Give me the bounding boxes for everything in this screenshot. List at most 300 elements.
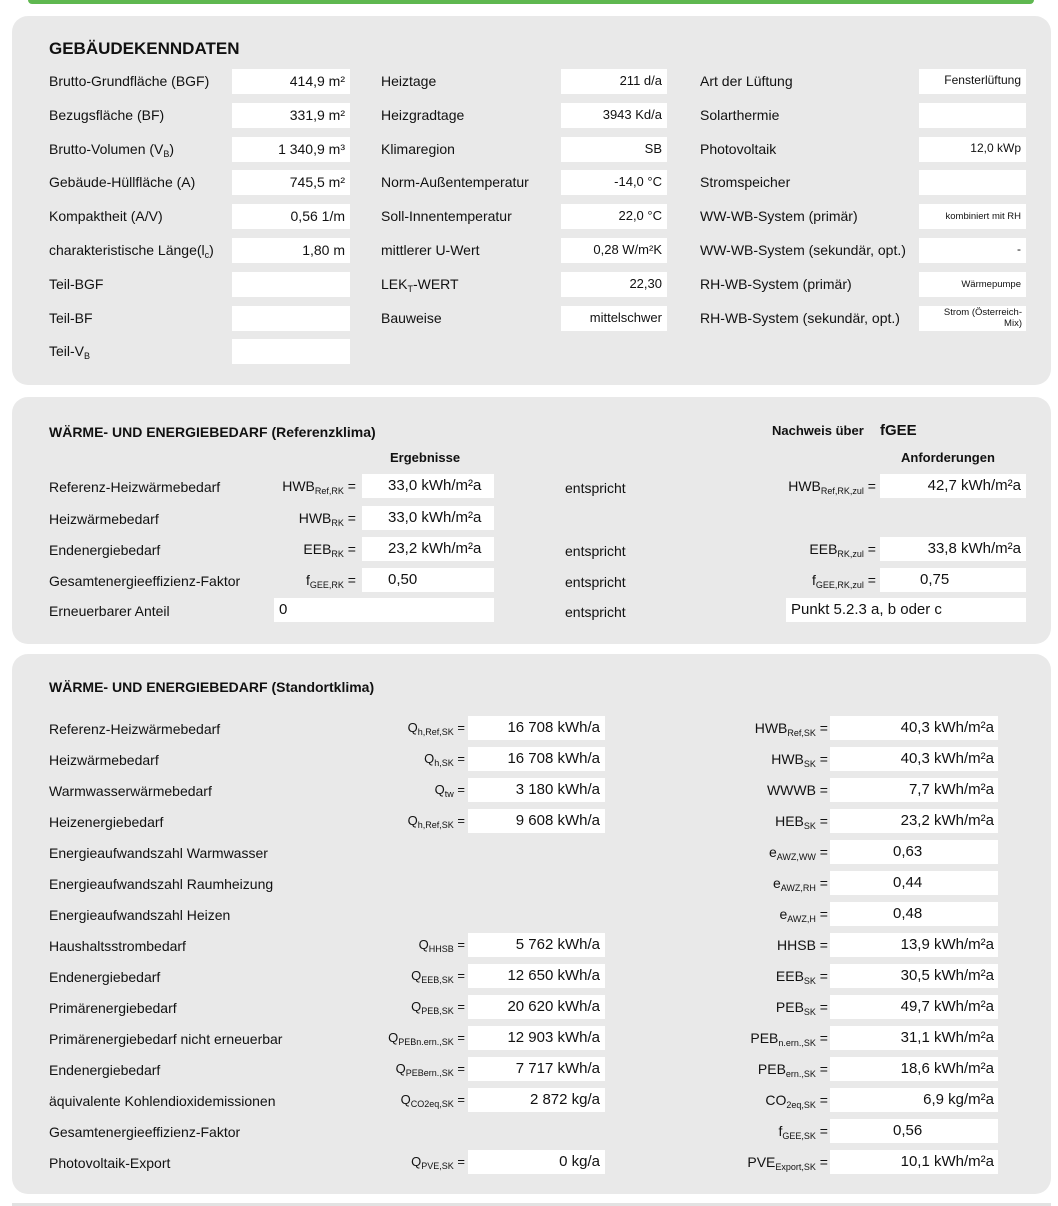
symbol-equals: = (453, 782, 465, 797)
label-text: Klimaregion (381, 140, 455, 157)
ref-result-box (362, 537, 494, 561)
std-value-text: 0 kg/a (559, 1153, 600, 1170)
section-title-referenzklima: WÄRME- UND ENERGIEBEDARF (Referenzklima) (49, 424, 376, 440)
section-title-standortklima: WÄRME- UND ENERGIEBEDARF (Standortklima) (49, 679, 375, 695)
std-value-text: 16 708 kWh/a (507, 750, 600, 767)
symbol-equals: = (815, 1092, 828, 1108)
symbol-text: f (306, 572, 310, 588)
symbol-equals: = (815, 720, 828, 736)
std-spec-symbol (776, 999, 828, 1017)
geb-value-text: 22,30 (629, 275, 662, 291)
geb-value-text: - (1017, 242, 1021, 256)
std-value (516, 1060, 600, 1077)
entspricht-text: entspricht (565, 480, 626, 496)
ref-entspricht (565, 604, 626, 620)
std-value-box (468, 1057, 605, 1081)
geb-col2-value-box (561, 272, 667, 297)
symbol-equals: = (815, 999, 828, 1015)
std-spec-text: 40,3 kWh/m²a (900, 719, 994, 736)
label-text: Stromspeicher (700, 174, 791, 191)
geb-value-text: 22,0 °C (618, 208, 662, 224)
geb-col2-value-box (561, 238, 667, 263)
geb-col2-label (381, 208, 512, 224)
symbol-subscript: RK (331, 549, 344, 559)
std-spec-text: 0,56 (893, 1122, 923, 1139)
symbol-text: PEB (757, 1061, 786, 1077)
ref-row-label (49, 573, 240, 589)
std-row-symbol (419, 937, 465, 954)
std-spec-box (830, 778, 998, 802)
symbol-text: Q (395, 1061, 406, 1076)
geb-value-text: 331,9 m² (289, 106, 345, 123)
symbol-equals: = (815, 937, 828, 953)
std-spec-symbol (747, 1154, 828, 1172)
geb-col1-value-box (232, 272, 350, 297)
std-value-box (468, 964, 605, 988)
ref-label-text: Gesamtenergieeffizienz-Faktor (49, 573, 241, 589)
ref-requirement-value (920, 571, 949, 588)
std-label-text: Haushaltsstrombedarf (49, 938, 186, 954)
std-spec-text: 6,9 kg/m²a (923, 1091, 994, 1108)
std-spec-box (830, 809, 998, 833)
label-text: Brutto-Volumen (V (49, 140, 164, 157)
geb-col1-label (49, 73, 209, 89)
symbol-subscript: 2eq,SK (786, 1100, 816, 1110)
symbol-subscript: SK (803, 1007, 816, 1017)
geb-value (590, 310, 662, 325)
std-row-label (49, 1062, 160, 1078)
symbol-text: HWB (788, 478, 821, 494)
geb-col1-label (49, 174, 195, 190)
std-label-text: Heizwärmebedarf (49, 752, 159, 768)
panel-gebaeudekenndaten (12, 16, 1051, 385)
std-value (507, 998, 600, 1015)
symbol-text: Q (388, 1030, 399, 1045)
ref-row-label (49, 542, 160, 558)
symbol-text: PEB (750, 1030, 779, 1046)
label-text-suffix: -WERT (412, 275, 459, 292)
geb-value (944, 73, 1021, 87)
std-spec-value (901, 1153, 994, 1170)
ref-row-symbol (303, 541, 356, 559)
symbol-subscript: PEB,SK (421, 1006, 454, 1016)
std-row-label (49, 1155, 170, 1171)
symbol-text: Q (411, 999, 422, 1014)
symbol-subscript: h,Ref,SK (417, 727, 454, 737)
std-spec-box (830, 871, 998, 895)
geb-col3-label (700, 174, 790, 190)
ref-result-value (388, 540, 481, 557)
geb-value-text: -14,0 °C (614, 174, 662, 190)
geb-value-line2: Mix) (1004, 317, 1022, 329)
ref-requirement-box (880, 537, 1026, 561)
ref-requirement-value (791, 601, 942, 618)
std-spec-text: 7,7 kWh/m²a (908, 781, 994, 798)
std-label-text: Energieaufwandszahl Raumheizung (49, 876, 274, 892)
ref-req-symbol (812, 572, 876, 590)
geb-col2-label (381, 107, 464, 123)
geb-value-text: 414,9 m² (289, 73, 345, 89)
std-spec-box (830, 1150, 998, 1174)
label-text: Brutto-Grundfläche (BGF) (49, 73, 210, 89)
symbol-text: HEB (775, 813, 804, 829)
std-label-text: Photovoltaik-Export (49, 1155, 171, 1171)
symbol-equals: = (815, 1030, 828, 1046)
label-subscript: B (163, 148, 170, 159)
nachweis-label: Nachweis über (772, 423, 864, 438)
geb-col1-value-box (232, 103, 350, 128)
symbol-text: CO (765, 1092, 787, 1108)
symbol-text: Q (407, 720, 418, 735)
std-value-text: 20 620 kWh/a (507, 998, 600, 1015)
std-label-text: Primärenergiebedarf nicht erneuerbar (49, 1031, 283, 1047)
ref-requirement-box (786, 598, 1026, 622)
ref-entspricht (565, 574, 626, 590)
std-value-box (468, 778, 605, 802)
ref-result-value (388, 477, 481, 494)
std-row-label (49, 845, 268, 861)
symbol-text: Q (407, 813, 418, 828)
symbol-subscript: h,SK (434, 758, 454, 768)
std-value-text: 5 762 kWh/a (515, 936, 600, 953)
geb-col1-value-box (232, 204, 350, 229)
requirement-text: 33,8 kWh/m²a (927, 540, 1021, 557)
label-subscript: T (407, 283, 413, 294)
std-spec-value (893, 905, 922, 922)
label-text: Soll-Innentemperatur (381, 208, 512, 225)
geb-value (946, 211, 1022, 222)
std-spec-box (830, 1119, 998, 1143)
symbol-subscript: AWZ,WW (776, 852, 816, 862)
ref-row-label (49, 479, 220, 495)
symbol-subscript: AWZ,H (787, 914, 816, 924)
geb-col1-label (49, 107, 164, 123)
label-text: WW-WB-System (primär) (700, 208, 858, 225)
geb-col2-value-box (561, 204, 667, 229)
label-text: Art der Lüftung (700, 73, 793, 89)
geb-col1-label (49, 343, 90, 361)
symbol-equals: = (815, 1154, 828, 1170)
std-spec-value (923, 1091, 994, 1108)
symbol-subscript: Ref,SK (787, 728, 816, 738)
geb-value (278, 141, 345, 157)
std-spec-box (830, 716, 998, 740)
geb-value (970, 141, 1021, 155)
anforderungen-header: Anforderungen (901, 450, 995, 465)
ref-result-value (388, 509, 481, 526)
geb-value (618, 208, 662, 223)
ref-label-text: Endenergiebedarf (49, 542, 161, 558)
std-spec-symbol (767, 782, 828, 798)
symbol-subscript: PEBern.,SK (405, 1068, 454, 1078)
ref-label-text: Erneuerbarer Anteil (49, 603, 170, 619)
std-label-text: Primärenergiebedarf (49, 1000, 177, 1016)
symbol-subscript: SK (803, 759, 816, 769)
std-spec-box (830, 747, 998, 771)
label-text: Teil-BGF (49, 275, 104, 292)
std-value-box (468, 1150, 605, 1174)
geb-col3-label (700, 107, 779, 123)
symbol-text: PEB (775, 999, 804, 1015)
geb-col1-value-box (232, 137, 350, 162)
symbol-text: Q (411, 968, 422, 983)
std-value-text: 12 903 kWh/a (507, 1029, 600, 1046)
result-text: 33,0 kWh/m²a (388, 509, 482, 526)
symbol-text: Q (424, 751, 435, 766)
symbol-subscript: GEE,RK,zul (815, 580, 864, 590)
geb-col1-label (49, 310, 93, 326)
std-value (507, 719, 600, 736)
geb-value-text: mittelschwer (589, 309, 662, 325)
symbol-equals: = (453, 968, 465, 983)
symbol-equals: = (343, 510, 356, 526)
label-text: RH-WB-System (sekundär, opt.) (700, 309, 900, 326)
symbol-subscript: Ref,RK (314, 486, 344, 496)
std-value (516, 781, 600, 798)
ref-result-box (362, 568, 494, 592)
geb-col3-label (700, 310, 900, 326)
std-label-text: Gesamtenergieeffizienz-Faktor (49, 1124, 241, 1140)
std-value-box (468, 933, 605, 957)
geb-col2-label (381, 174, 529, 190)
std-row-symbol (411, 968, 465, 985)
geb-value-text: 1 340,9 m³ (278, 140, 345, 157)
label-text: RH-WB-System (primär) (700, 275, 852, 292)
std-spec-value (901, 998, 994, 1015)
std-row-label (49, 752, 159, 768)
std-row-label (49, 814, 163, 830)
geb-col1-label (49, 242, 214, 260)
geb-col1-value-box (232, 69, 350, 94)
std-value (559, 1153, 600, 1170)
std-row-label (49, 969, 160, 985)
geb-value-text: SB (644, 140, 662, 156)
std-spec-text: 49,7 kWh/m²a (900, 998, 994, 1015)
std-value-box (468, 995, 605, 1019)
std-row-symbol (435, 782, 465, 799)
symbol-text: EEB (809, 541, 838, 557)
std-spec-text: 0,63 (893, 843, 923, 860)
geb-col3-value-box (919, 137, 1026, 162)
geb-value (290, 73, 345, 89)
std-spec-value (893, 843, 922, 860)
geb-col3-value-box (919, 103, 1026, 128)
geb-value-text: kombiniert mit RH (945, 211, 1021, 223)
geb-value (291, 208, 345, 224)
requirement-text: 42,7 kWh/m²a (927, 477, 1021, 494)
symbol-text: e (779, 906, 788, 922)
ref-result-value (388, 571, 417, 588)
symbol-equals: = (815, 751, 828, 767)
label-text: Teil-BF (49, 309, 93, 326)
geb-col3-label (700, 242, 906, 258)
label-text: mittlerer U-Wert (381, 242, 480, 258)
geb-col1-value-box (232, 339, 350, 364)
std-spec-box (830, 1026, 998, 1050)
std-row-label (49, 1124, 240, 1140)
result-text: 0,50 (388, 571, 418, 588)
std-spec-text: 23,2 kWh/m²a (900, 812, 994, 829)
geb-col2-label (381, 141, 455, 157)
symbol-subscript: ern.,SK (785, 1069, 816, 1079)
geb-value (614, 174, 662, 189)
ergebnisse-header: Ergebnisse (390, 450, 461, 465)
std-label-text: Warmwasserwärmebedarf (49, 783, 212, 799)
std-row-label (49, 783, 212, 799)
std-spec-value (901, 1060, 994, 1077)
std-spec-value (901, 967, 994, 984)
geb-col3-label (700, 141, 776, 157)
std-spec-symbol (769, 844, 828, 862)
std-label-text: Heizenergiebedarf (49, 814, 164, 830)
symbol-text: e (768, 844, 777, 860)
label-subscript: c (204, 250, 210, 260)
symbol-subscript: GEE,RK (309, 580, 344, 590)
std-row-symbol (411, 999, 465, 1016)
std-spec-text: 31,1 kWh/m²a (900, 1029, 994, 1046)
std-label-text: Referenz-Heizwärmebedarf (49, 721, 221, 737)
geb-col2-value-box (561, 170, 667, 195)
std-value (516, 812, 600, 829)
ref-requirement-value (928, 477, 1021, 494)
std-spec-value (901, 750, 994, 767)
std-label-text: Endenergiebedarf (49, 1062, 161, 1078)
label-text: Heizgradtage (381, 106, 465, 123)
std-value-box (468, 809, 605, 833)
geb-value (620, 73, 662, 88)
ref-row-symbol (282, 478, 356, 496)
symbol-equals: = (343, 572, 356, 588)
geb-col2-value-box (561, 103, 667, 128)
std-value-text: 7 717 kWh/a (515, 1060, 600, 1077)
label-text: Teil-V (49, 343, 85, 360)
std-spec-box (830, 840, 998, 864)
std-value-box (468, 747, 605, 771)
result-text: 33,0 kWh/m²a (388, 477, 482, 494)
geb-col1-label (49, 208, 163, 224)
label-text: Bauweise (381, 309, 442, 326)
geb-value-text: 1,80 m (302, 242, 345, 258)
geb-col1-value-box (232, 238, 350, 263)
std-row-label (49, 1000, 177, 1016)
geb-col3-value-box (919, 204, 1026, 229)
geb-col2-label (381, 310, 442, 326)
std-value-text: 9 608 kWh/a (515, 812, 600, 829)
symbol-text: HWB (754, 720, 788, 736)
symbol-text: Q (411, 1154, 422, 1169)
geb-value (1017, 242, 1021, 256)
geb-col2-value-box (561, 69, 667, 94)
result-text: 0 (279, 601, 288, 618)
ref-req-symbol (809, 541, 876, 559)
section-title-gebaeudekenndaten: GEBÄUDEKENNDATEN (49, 39, 240, 58)
ref-requirement-value (928, 540, 1021, 557)
symbol-text: WWWB (766, 782, 816, 798)
ref-requirement-box (880, 568, 1026, 592)
entspricht-text: entspricht (565, 574, 626, 590)
symbol-subscript: RK (331, 518, 344, 528)
ref-requirement-box (880, 474, 1026, 498)
geb-col2-label (381, 242, 480, 258)
ref-row-symbol (306, 572, 356, 590)
symbol-equals: = (815, 968, 828, 984)
ref-row-label (49, 603, 170, 619)
symbol-equals: = (863, 478, 876, 494)
std-value (507, 1029, 600, 1046)
label-text: WW-WB-System (sekundär, opt.) (700, 242, 906, 258)
geb-col3-value-box (919, 69, 1026, 94)
symbol-equals: = (815, 875, 828, 891)
ref-label-text: Referenz-Heizwärmebedarf (49, 479, 221, 495)
symbol-text: EEB (775, 968, 804, 984)
symbol-text: Q (400, 1092, 411, 1107)
geb-col1-label (49, 276, 103, 292)
symbol-subscript: SK (803, 821, 816, 831)
geb-col2-label (381, 73, 436, 89)
std-row-symbol (401, 1092, 465, 1109)
std-spec-symbol (758, 1061, 828, 1079)
geb-value (290, 174, 345, 190)
std-spec-text: 0,48 (893, 905, 923, 922)
symbol-subscript: Ref,RK,zul (820, 486, 864, 496)
result-text: 23,2 kWh/m²a (388, 540, 482, 557)
geb-value (629, 276, 662, 291)
std-spec-box (830, 1088, 998, 1112)
std-row-symbol (408, 720, 465, 737)
label-text-suffix: ) (209, 242, 214, 258)
symbol-equals: = (453, 751, 465, 766)
geb-col3-value-box (919, 306, 1026, 331)
geb-value-text: 0,56 1/m (290, 208, 345, 225)
std-row-label (49, 1093, 276, 1109)
label-text: Norm-Außentemperatur (381, 174, 529, 191)
symbol-equals: = (815, 782, 828, 798)
entspricht-text: entspricht (565, 543, 626, 559)
label-text: Solarthermie (700, 106, 780, 123)
symbol-equals: = (815, 813, 828, 829)
geb-col3-value-box (919, 238, 1026, 263)
std-spec-text: 10,1 kWh/m²a (900, 1153, 994, 1170)
symbol-subscript: Export,SK (775, 1162, 816, 1172)
geb-value-line1: Strom (Österreich- (943, 306, 1022, 318)
label-text: Heiztage (381, 73, 437, 89)
std-value (530, 1091, 600, 1108)
std-spec-value (901, 719, 994, 736)
symbol-equals: = (343, 478, 356, 494)
geb-value (944, 307, 1022, 329)
std-spec-text: 40,3 kWh/m²a (900, 750, 994, 767)
geb-value (645, 141, 662, 156)
std-spec-box (830, 995, 998, 1019)
std-value-box (468, 1026, 605, 1050)
geb-value-text: 211 d/a (619, 73, 662, 88)
std-row-label (49, 907, 230, 923)
ref-result-box (362, 474, 494, 498)
symbol-equals: = (453, 1061, 465, 1076)
label-text: LEK (381, 275, 408, 292)
ref-result-value (279, 601, 287, 618)
std-value-text: 16 708 kWh/a (507, 719, 600, 736)
std-label-text: Energieaufwandszahl Warmwasser (49, 845, 268, 861)
geb-col1-label (49, 141, 174, 159)
geb-col2-value-box (561, 137, 667, 162)
std-spec-text: 13,9 kWh/m²a (900, 936, 994, 953)
std-spec-box (830, 902, 998, 926)
std-spec-symbol (773, 875, 828, 893)
symbol-equals: = (453, 1030, 465, 1045)
ref-req-symbol (788, 478, 876, 496)
std-value-box (468, 716, 605, 740)
